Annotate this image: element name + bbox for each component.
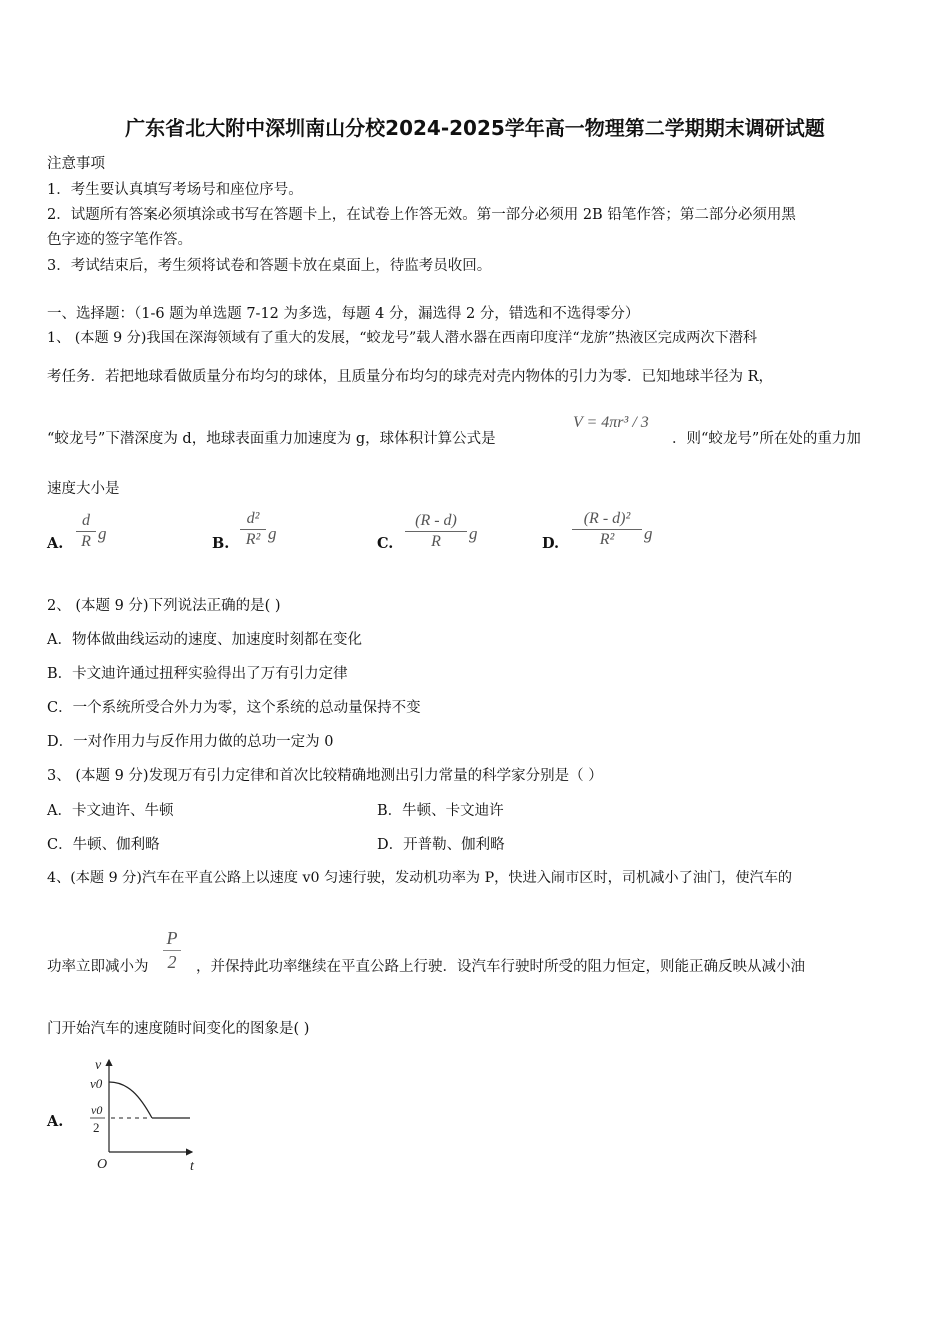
- q3-stem: 3、 (本题 9 分)发现万有引力定律和首次比较精确地测出引力常量的科学家分别是（ ）: [47, 768, 603, 784]
- q1-option-a-fraction: d R: [76, 512, 96, 551]
- q4-line2a: 功率立即减小为: [47, 959, 149, 975]
- notice-item-3: 3．考试结束后，考生须将试卷和答题卡放在桌面上，待监考员收回。: [47, 258, 492, 274]
- p-half-fraction: P 2: [163, 928, 181, 973]
- t-axis-label: t: [190, 1159, 194, 1174]
- q1-line1: 1、 (本题 9 分)我国在深海领域有了重大的发展，“蛟龙号”载人潜水器在西南印度洋“龙旂”热液区完成两次下潜科: [47, 330, 758, 346]
- q3-option-d: D．开普勒、伽利略: [377, 837, 505, 853]
- origin-label: O: [97, 1157, 108, 1172]
- q3-option-c: C．牛顿、伽利略: [47, 837, 160, 853]
- notice-item-2-cont: 色字迹的签字笔作答。: [47, 232, 192, 248]
- notice-item-2: 2．试题所有答案必须填涂或书写在答题卡上，在试卷上作答无效。第一部分必须用 2B 铅笔作答；第二部分必须用黑: [47, 207, 796, 223]
- q2-option-a: A．物体做曲线运动的速度、加速度时刻都在变化: [47, 632, 362, 648]
- q2-option-b: B．卡文迪许通过扭秤实验得出了万有引力定律: [47, 666, 348, 682]
- volume-formula: V = 4πr³ / 3: [573, 414, 649, 431]
- q1-line3a: “蛟龙号”下潜深度为 d，地球表面重力加速度为 g，球体积计算公式是: [47, 431, 496, 447]
- section-heading: 一、选择题：（1-6 题为单选题 7-12 为多选，每题 4 分，漏选得 2 分，错选和不选得零分）: [47, 306, 640, 322]
- q1-option-a-g: g: [98, 524, 107, 543]
- q1-option-c-g: g: [469, 524, 478, 543]
- q3-option-a: A．卡文迪许、牛顿: [47, 803, 174, 819]
- q4-line3: 门开始汽车的速度随时间变化的图象是( ): [47, 1021, 310, 1037]
- q4-option-a-label: A.: [47, 1113, 64, 1130]
- q1-option-b-g: g: [268, 524, 277, 543]
- q4-line2b: ，并保持此功率继续在平直公路上行驶．设汽车行驶时所受的阻力恒定，则能正确反映从减小油: [196, 959, 805, 975]
- velocity-time-graph: [80, 1052, 210, 1177]
- q1-option-b-fraction: d² R²: [240, 510, 266, 549]
- q1-option-a-label: A.: [47, 535, 64, 552]
- q2-option-c: C．一个系统所受合外力为零，这个系统的总动量保持不变: [47, 700, 421, 716]
- q1-line3b: ．则“蛟龙号”所在处的重力加: [672, 431, 861, 447]
- q1-option-d-label: D.: [542, 535, 560, 552]
- q2-stem: 2、 (本题 9 分)下列说法正确的是( ): [47, 598, 281, 614]
- q1-line4: 速度大小是: [47, 481, 120, 497]
- q3-option-b: B．牛顿、卡文迪许: [377, 803, 504, 819]
- q1-option-d-fraction: (R - d)² R²: [572, 510, 642, 549]
- q1-option-d-g: g: [644, 524, 653, 543]
- page-title: 广东省北大附中深圳南山分校2024-2025学年高一物理第二学期期末调研试题: [125, 116, 825, 140]
- q1-line2: 考任务．若把地球看做质量分布均匀的球体，且质量分布均匀的球壳对壳内物体的引力为零．已知地球半径为 R，: [47, 369, 774, 385]
- v0half-num: v0: [91, 1103, 103, 1117]
- q1-option-b-label: B.: [212, 535, 230, 552]
- notice-heading: 注意事项: [47, 156, 105, 172]
- q1-option-c-fraction: (R - d) R: [405, 512, 467, 551]
- q4-line1: 4、(本题 9 分)汽车在平直公路上以速度 v0 匀速行驶，发动机功率为 P，快进入闹市区时，司机减小了油门，使汽车的: [47, 870, 793, 886]
- velocity-curve: [109, 1082, 152, 1118]
- v-axis-label: v: [95, 1058, 102, 1073]
- v0half-den: 2: [93, 1120, 100, 1135]
- notice-item-1: 1．考生要认真填写考场号和座位序号。: [47, 182, 303, 198]
- v0-tick-label: v0: [90, 1076, 103, 1091]
- q1-option-c-label: C.: [377, 535, 394, 552]
- q2-option-d: D．一对作用力与反作用力做的总功一定为 0: [47, 734, 334, 750]
